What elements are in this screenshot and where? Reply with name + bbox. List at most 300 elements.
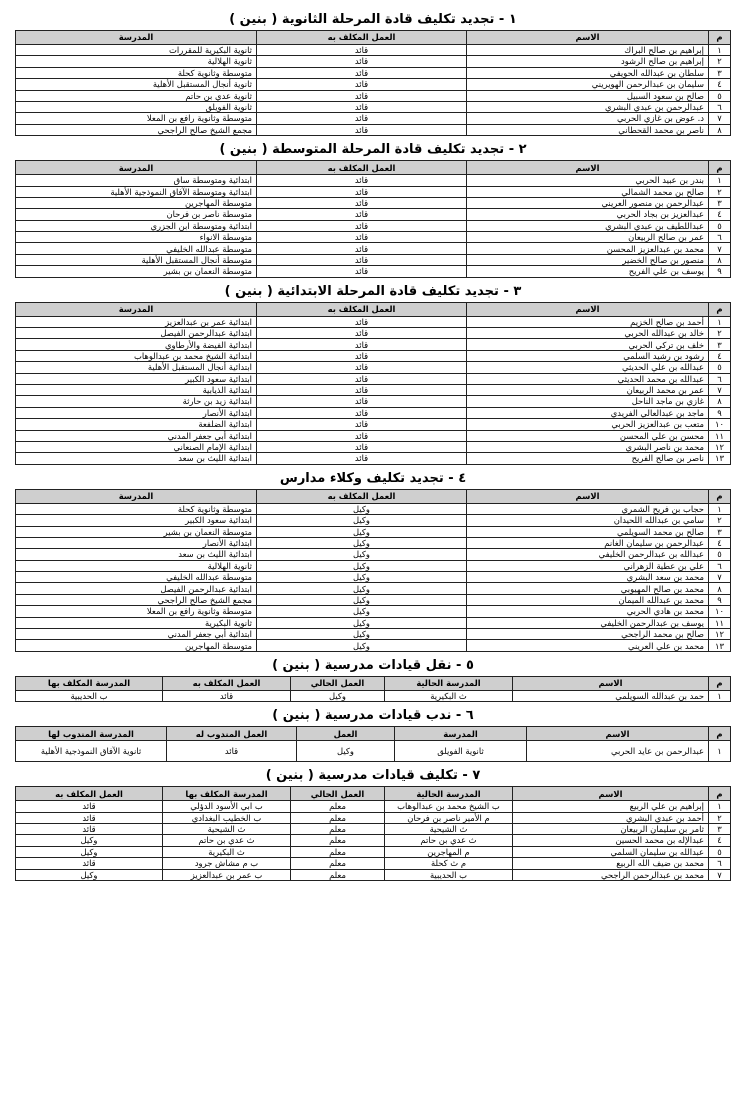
cell-role: قائد	[257, 384, 467, 395]
section-title: ٤ - تجديد تكليف وكلاء مدارس	[279, 470, 467, 486]
table-section-2	[15, 160, 731, 278]
col-header-role: العمل المكلف به	[257, 31, 467, 45]
table-row	[16, 741, 731, 762]
table-row	[16, 56, 731, 67]
cell-number: ١٢	[709, 441, 731, 452]
cell-col-5: ث البكيرية	[163, 846, 291, 857]
cell-col-4: معلم	[291, 869, 385, 880]
cell-role: قائد	[257, 407, 467, 418]
table-section-4	[15, 489, 731, 652]
table-row	[16, 232, 731, 243]
cell-school: ابتدائية عبدالرحمن الفيصل	[16, 328, 257, 339]
cell-number: ٤	[709, 209, 731, 220]
cell-school: ابتدائية ومتوسطة ساق	[16, 175, 257, 186]
cell-role: وكيل	[257, 503, 467, 514]
cell-role: قائد	[257, 243, 467, 254]
cell-school: ابتدائية عمر بن عبدالعزيز	[16, 316, 257, 327]
table-row	[16, 640, 731, 651]
col-header-school: المدرسة	[16, 489, 257, 503]
cell-role: قائد	[257, 316, 467, 327]
col-header-role: العمل المكلف به	[257, 161, 467, 175]
section-title: ٥ - نقل قيادات مدرسية ( بنين )	[272, 657, 474, 673]
cell-role: وكيل	[257, 549, 467, 560]
cell-number: ٥	[709, 549, 731, 560]
cell-school: ابتدائية الأنصار	[16, 537, 257, 548]
cell-number: ٣	[709, 67, 731, 78]
cell-name: محمد بن صالح المهيوبي	[467, 583, 709, 594]
cell-number: ١١	[709, 617, 731, 628]
cell-role: قائد	[257, 373, 467, 384]
cell-name: ماجد بن عبدالعالي الفريدي	[467, 407, 709, 418]
cell-number: ٦	[709, 858, 731, 869]
col-header-school: المدرسة	[16, 161, 257, 175]
cell-school: متوسطة النعمان بن بشير	[16, 526, 257, 537]
cell-name: أحمد بن عبدي البشري	[513, 812, 709, 823]
cell-role: قائد	[257, 266, 467, 277]
cell-role: قائد	[257, 328, 467, 339]
table-body	[16, 801, 731, 881]
cell-name: د. عوض بن غازي الحربي	[467, 113, 709, 124]
cell-col-4: معلم	[291, 823, 385, 834]
cell-number: ٥	[709, 846, 731, 857]
cell-role: قائد	[257, 220, 467, 231]
cell-name: صالح بن محمد الراجحي	[467, 629, 709, 640]
table-row	[16, 339, 731, 350]
cell-col-4: وكيل	[297, 741, 395, 762]
table-row	[16, 197, 731, 208]
cell-col-6: ب الحديبية	[16, 690, 163, 701]
table-body	[16, 316, 731, 464]
table-row	[16, 430, 731, 441]
cell-school: ثانوية عدي بن حاتم	[16, 90, 257, 101]
cell-number: ١	[709, 690, 731, 701]
cell-col-5: ب الخطيب البغدادي	[163, 812, 291, 823]
cell-number: ١	[709, 503, 731, 514]
cell-number: ٩	[709, 266, 731, 277]
cell-role: وكيل	[257, 560, 467, 571]
cell-number: ٦	[709, 373, 731, 384]
cell-role: قائد	[257, 453, 467, 464]
table-row	[16, 526, 731, 537]
col-header-name: الاسم	[467, 489, 709, 503]
cell-number: ٧	[709, 113, 731, 124]
cell-col-3: م ث كحلة	[385, 858, 513, 869]
col-header-number: م	[709, 161, 731, 175]
cell-number: ٢	[709, 812, 731, 823]
cell-number: ٨	[709, 124, 731, 135]
cell-number: ٦	[709, 101, 731, 112]
cell-role: وكيل	[257, 617, 467, 628]
cell-name: حجاب بن فريح الشمري	[467, 503, 709, 514]
col-header-delegated-school: المدرسة المندوب لها	[16, 727, 167, 741]
cell-role: قائد	[257, 350, 467, 361]
col-header-role: العمل	[297, 727, 395, 741]
cell-name: عبدالرحمن بن منصور العريني	[467, 197, 709, 208]
cell-name: محمد بن هادي الحربي	[467, 606, 709, 617]
cell-school: متوسطة ناصر بن فرحان	[16, 209, 257, 220]
cell-school: ابتدائية الإمام الصنعاني	[16, 441, 257, 452]
cell-name: غازي بن ماجد الناحل	[467, 396, 709, 407]
table-row	[16, 572, 731, 583]
cell-name: عبدالله بن محمد الحديثي	[467, 373, 709, 384]
cell-number: ١	[709, 175, 731, 186]
cell-school: ابتدائية الضلفعة	[16, 419, 257, 430]
table-row	[16, 362, 731, 373]
table-row	[16, 220, 731, 231]
cell-name: ثامر بن سليمان الربيعان	[513, 823, 709, 834]
cell-name: ناصر بن محمد القحطاني	[467, 124, 709, 135]
col-header-assigned-role: العمل المكلف به	[163, 676, 291, 690]
cell-col-5: ب ابي الأسود الدؤلي	[163, 801, 291, 812]
col-header-current-role: العمل الحالي	[291, 787, 385, 801]
table-row	[16, 537, 731, 548]
table-body	[16, 175, 731, 278]
cell-role: قائد	[257, 79, 467, 90]
cell-school: ابتدائية الليث بن سعد	[16, 549, 257, 560]
cell-school: ابتدائية ومتوسطة ابن الجزري	[16, 220, 257, 231]
cell-role: وكيل	[257, 537, 467, 548]
table-row	[16, 266, 731, 277]
table-row	[16, 373, 731, 384]
cell-name: محمد بن سعد البشري	[467, 572, 709, 583]
table-row	[16, 801, 731, 812]
cell-role: قائد	[257, 186, 467, 197]
table-section-7	[15, 786, 731, 881]
table-row	[16, 124, 731, 135]
cell-name: عبداللطيف بن عبدي البشري	[467, 220, 709, 231]
cell-school: متوسطة وثانوية كحلة	[16, 503, 257, 514]
table-row	[16, 549, 731, 560]
col-header-name: الاسم	[527, 727, 709, 741]
cell-school: ابتدائية أبي جعفر المدني	[16, 629, 257, 640]
table-row	[16, 629, 731, 640]
cell-name: محسن بن علي المحسن	[467, 430, 709, 441]
cell-role: قائد	[257, 124, 467, 135]
cell-school: متوسطة وثانوية رافع بن المعلا	[16, 606, 257, 617]
cell-col-3: م المهاجرين	[385, 846, 513, 857]
cell-number: ٢	[709, 328, 731, 339]
cell-school: مجمع الشيخ صالح الراجحي	[16, 124, 257, 135]
cell-col-6: وكيل	[16, 835, 163, 846]
cell-name: عبدالله بن علي الحديثي	[467, 362, 709, 373]
table-row	[16, 316, 731, 327]
table-row	[16, 186, 731, 197]
cell-col-3: ثانوية الفويلق	[395, 741, 527, 762]
section-title: ١ - تجديد تكليف قادة المرحلة الثانوية ( بنين )	[229, 12, 517, 27]
col-header-role: العمل المكلف به	[257, 302, 467, 316]
cell-name: متعب بن عبدالعزيز الحربي	[467, 419, 709, 430]
cell-school: مجمع الشيخ صالح الراجحي	[16, 594, 257, 605]
cell-role: قائد	[257, 67, 467, 78]
cell-school: متوسطة الانواء	[16, 232, 257, 243]
col-header-name: الاسم	[467, 302, 709, 316]
cell-col-6: وكيل	[16, 869, 163, 880]
cell-col-5: ب عمر بن عبدالعزيز	[163, 869, 291, 880]
table-row	[16, 175, 731, 186]
col-header-number: م	[709, 787, 731, 801]
table-section-3	[15, 302, 731, 465]
cell-role: قائد	[257, 101, 467, 112]
table-row	[16, 503, 731, 514]
table-section-5	[15, 676, 731, 702]
col-header-school: المدرسة	[16, 302, 257, 316]
cell-name: إبراهيم بن علي الربيع	[513, 801, 709, 812]
cell-school: ثانوية الهلالية	[16, 56, 257, 67]
cell-role: وكيل	[257, 515, 467, 526]
cell-col-5: ب م مشاش جرود	[163, 858, 291, 869]
col-header-name: الاسم	[467, 31, 709, 45]
cell-role: وكيل	[257, 583, 467, 594]
document-page	[15, 0, 731, 881]
cell-name: محمد بن عبدالله الميمان	[467, 594, 709, 605]
cell-number: ٥	[709, 90, 731, 101]
cell-col-3: ث البكيرية	[385, 690, 513, 701]
cell-role: قائد	[257, 441, 467, 452]
cell-role: قائد	[257, 339, 467, 350]
cell-role: قائد	[257, 197, 467, 208]
cell-col-6: وكيل	[16, 846, 163, 857]
table-row	[16, 79, 731, 90]
col-header-assigned-school: المدرسة المكلف بها	[16, 676, 163, 690]
cell-name: صالح بن محمد السويلمي	[467, 526, 709, 537]
cell-school: متوسطة المهاجرين	[16, 640, 257, 651]
col-header-number: م	[709, 727, 731, 741]
cell-col-5: قائد	[163, 690, 291, 701]
cell-number: ١٠	[709, 419, 731, 430]
table-row	[16, 583, 731, 594]
cell-role: وكيل	[257, 572, 467, 583]
cell-number: ٦	[709, 232, 731, 243]
cell-number: ١٠	[709, 606, 731, 617]
cell-number: ١٢	[709, 629, 731, 640]
section-title: ٢ - تجديد تكليف قادة المرحلة المتوسطة ( بنين )	[219, 142, 527, 158]
table-row	[16, 690, 731, 701]
cell-school: ابتدائية أنجال المستقبل الأهلية	[16, 362, 257, 373]
cell-name: إبراهيم بن صالح الرشود	[467, 56, 709, 67]
cell-role: وكيل	[257, 629, 467, 640]
cell-number: ٨	[709, 583, 731, 594]
cell-number: ٧	[709, 572, 731, 583]
col-header-assigned-school: المدرسة المكلف بها	[163, 787, 291, 801]
cell-col-3: م الأمير ناصر بن فرحان	[385, 812, 513, 823]
table-row	[16, 823, 731, 834]
cell-number: ٢	[709, 186, 731, 197]
cell-number: ٩	[709, 407, 731, 418]
cell-school: ثانوية أنجال المستقبل الأهلية	[16, 79, 257, 90]
cell-number: ١٣	[709, 640, 731, 651]
cell-col-3: ب الشيخ محمد بن عبدالوهاب	[385, 801, 513, 812]
cell-number: ٩	[709, 594, 731, 605]
cell-number: ٤	[709, 79, 731, 90]
cell-col-3: ث الشيحية	[385, 823, 513, 834]
cell-school: ابتدائية أبي جعفر المدني	[16, 430, 257, 441]
table-row	[16, 419, 731, 430]
table-row	[16, 846, 731, 857]
cell-role: وكيل	[257, 606, 467, 617]
table-body	[16, 503, 731, 651]
cell-number: ٤	[709, 350, 731, 361]
table-row	[16, 606, 731, 617]
cell-col-5: ث الشيحية	[163, 823, 291, 834]
cell-col-4: معلم	[291, 835, 385, 846]
cell-role: قائد	[257, 232, 467, 243]
cell-school: ابتدائية ومتوسطة الآفاق النموذجية الأهلية	[16, 186, 257, 197]
cell-number: ١	[709, 741, 731, 762]
cell-school: ابتدائية سعود الكبير	[16, 515, 257, 526]
col-header-school: المدرسة	[16, 31, 257, 45]
cell-role: قائد	[257, 90, 467, 101]
cell-school: متوسطة عبدالله الخليفي	[16, 243, 257, 254]
cell-school: ثانوية الهلالية	[16, 560, 257, 571]
col-header-number: م	[709, 489, 731, 503]
table-row	[16, 396, 731, 407]
cell-school: متوسطة عبدالله الخليفي	[16, 572, 257, 583]
col-header-role: العمل المكلف به	[257, 489, 467, 503]
table-row	[16, 328, 731, 339]
cell-number: ٦	[709, 560, 731, 571]
cell-name: عمر بن محمد الربيعان	[467, 384, 709, 395]
cell-name: صالح بن محمد الشمالي	[467, 186, 709, 197]
cell-name: منصور بن صالح الخضير	[467, 254, 709, 265]
cell-number: ٢	[709, 515, 731, 526]
cell-name: عبدالعزيز بن بجاد الحربي	[467, 209, 709, 220]
cell-name: حمد بن عبدالله السويلمي	[513, 690, 709, 701]
cell-name: سامي بن عبدالله اللحيدان	[467, 515, 709, 526]
table-row	[16, 101, 731, 112]
cell-school: ابتدائية عبدالرحمن الفيصل	[16, 583, 257, 594]
cell-role: قائد	[257, 56, 467, 67]
cell-name: صالح بن سعود السبيل	[467, 90, 709, 101]
table-row	[16, 45, 731, 56]
cell-name: يوسف بن علي الفريح	[467, 266, 709, 277]
cell-name: أحمد بن صالح الخزيم	[467, 316, 709, 327]
cell-school: متوسطة المهاجرين	[16, 197, 257, 208]
cell-col-5: ث عدي بن حاتم	[163, 835, 291, 846]
cell-school: ابتدائية الليث بن سعد	[16, 453, 257, 464]
cell-role: وكيل	[257, 526, 467, 537]
cell-number: ٣	[709, 339, 731, 350]
cell-col-6: قائد	[16, 823, 163, 834]
cell-number: ٧	[709, 243, 731, 254]
table-row	[16, 835, 731, 846]
table-row	[16, 407, 731, 418]
table-row	[16, 384, 731, 395]
cell-name: عبدالرحمن بن سليمان الغانم	[467, 537, 709, 548]
table-row	[16, 453, 731, 464]
table-row	[16, 90, 731, 101]
cell-role: قائد	[257, 45, 467, 56]
table-row	[16, 594, 731, 605]
cell-school: ثانوية الفويلق	[16, 101, 257, 112]
cell-name: عبدالله بن سليمان السلمي	[513, 846, 709, 857]
cell-col-5: قائد	[167, 741, 297, 762]
cell-school: ابتدائية الذيابية	[16, 384, 257, 395]
cell-col-4: وكيل	[291, 690, 385, 701]
cell-col-6: ثانوية الآفاق النموذجية الأهلية	[16, 741, 167, 762]
cell-name: محمد بن علي العريني	[467, 640, 709, 651]
cell-name: عمر بن صالح الربيعان	[467, 232, 709, 243]
cell-role: قائد	[257, 419, 467, 430]
col-header-name: الاسم	[513, 676, 709, 690]
col-header-current-school: المدرسة الحالية	[385, 787, 513, 801]
col-header-name: الاسم	[467, 161, 709, 175]
cell-number: ١	[709, 316, 731, 327]
cell-school: ابتدائية الفيضة والأرطاوي	[16, 339, 257, 350]
cell-number: ٥	[709, 220, 731, 231]
cell-name: يوسف بن عبدالرحمن الخليفي	[467, 617, 709, 628]
cell-col-6: قائد	[16, 812, 163, 823]
table-row	[16, 812, 731, 823]
cell-name: محمد بن ناصر البشري	[467, 441, 709, 452]
section-title: ٣ - تجديد تكليف قادة المرحلة الابتدائية ( بنين )	[224, 283, 522, 299]
cell-number: ٧	[709, 869, 731, 880]
cell-number: ١١	[709, 430, 731, 441]
table-row	[16, 350, 731, 361]
table-body	[16, 45, 731, 136]
col-header-assigned-role: العمل المكلف به	[16, 787, 163, 801]
cell-name: سليمان بن عبدالرحمن الهويريني	[467, 79, 709, 90]
cell-number: ٨	[709, 254, 731, 265]
cell-col-4: معلم	[291, 858, 385, 869]
col-header-number: م	[709, 31, 731, 45]
cell-name: عبدالله بن عبدالرحمن الخليفي	[467, 549, 709, 560]
cell-col-3: ث عدي بن حاتم	[385, 835, 513, 846]
cell-name: عبدالإله بن محمد الحسين	[513, 835, 709, 846]
cell-name: إبراهيم بن صالح البراك	[467, 45, 709, 56]
table-row	[16, 441, 731, 452]
cell-role: قائد	[257, 209, 467, 220]
cell-name: ناصر بن صالح الفريح	[467, 453, 709, 464]
cell-school: ثانوية البكيرية	[16, 617, 257, 628]
cell-school: متوسطة وثانوية كحلة	[16, 67, 257, 78]
cell-number: ٣	[709, 197, 731, 208]
col-header-current-school: المدرسة الحالية	[385, 676, 513, 690]
table-section-1	[15, 30, 731, 136]
table-body	[16, 690, 731, 701]
cell-number: ٢	[709, 56, 731, 67]
cell-role: وكيل	[257, 640, 467, 651]
cell-col-3: ب الحديبية	[385, 869, 513, 880]
cell-school: ابتدائية زيد بن حارثة	[16, 396, 257, 407]
cell-col-4: معلم	[291, 801, 385, 812]
col-header-name: الاسم	[513, 787, 709, 801]
cell-role: قائد	[257, 396, 467, 407]
cell-number: ٤	[709, 835, 731, 846]
table-row	[16, 617, 731, 628]
cell-role: قائد	[257, 362, 467, 373]
cell-number: ٣	[709, 823, 731, 834]
cell-number: ١	[709, 45, 731, 56]
cell-name: رشود بن رشيد السلمي	[467, 350, 709, 361]
table-row	[16, 858, 731, 869]
cell-name: سلطان بن عبدالله الحويفي	[467, 67, 709, 78]
cell-col-4: معلم	[291, 846, 385, 857]
cell-role: قائد	[257, 113, 467, 124]
col-header-delegated-role: العمل المندوب له	[167, 727, 297, 741]
table-row	[16, 560, 731, 571]
cell-role: قائد	[257, 254, 467, 265]
cell-name: بندر بن عبيد الحربي	[467, 175, 709, 186]
cell-number: ٧	[709, 384, 731, 395]
col-header-number: م	[709, 676, 731, 690]
cell-school: ابتدائية سعود الكبير	[16, 373, 257, 384]
cell-col-6: قائد	[16, 801, 163, 812]
cell-role: قائد	[257, 175, 467, 186]
cell-school: ثانوية البكيرية للمقررات	[16, 45, 257, 56]
cell-number: ١	[709, 801, 731, 812]
cell-number: ٥	[709, 362, 731, 373]
table-body	[16, 741, 731, 762]
